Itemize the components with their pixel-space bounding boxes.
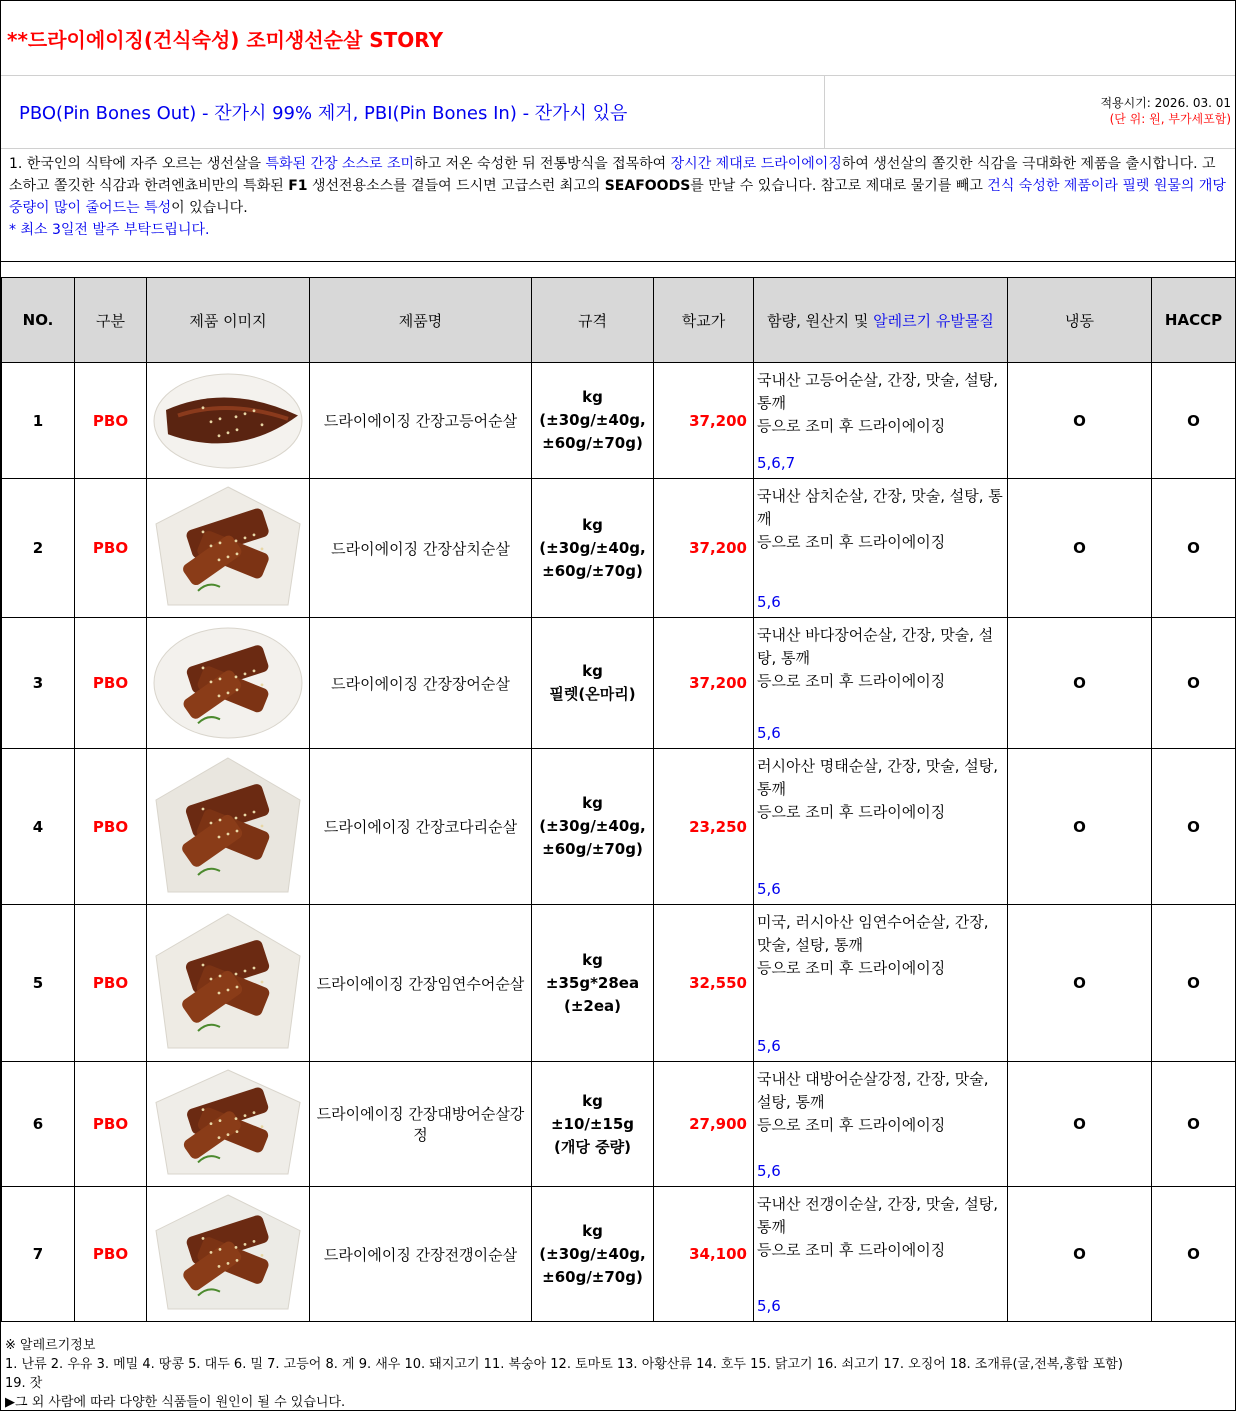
header-desc-a: 함량, 원산지 및 bbox=[767, 311, 874, 330]
header-haccp: HACCP bbox=[1152, 278, 1236, 363]
intro-p5: 를 만날 수 있습니다. 참고로 제대로 물기를 빼고 bbox=[690, 178, 988, 194]
intro-highlight-dryaging: 장시간 제대로 드라이에이징 bbox=[670, 156, 842, 172]
row-no: 3 bbox=[2, 618, 75, 749]
mackerel-fillet-photo bbox=[148, 366, 308, 476]
row-desc-text: 국내산 삼치순살, 간장, 맛술, 설탕, 통깨 등으로 조미 후 드라이에이징 bbox=[757, 487, 1003, 551]
allergy-heading: ※ 알레르기정보 bbox=[5, 1338, 96, 1353]
row-frozen: O bbox=[1008, 363, 1152, 479]
row-price: 32,550 bbox=[654, 905, 754, 1062]
spec-line: (±30g/±40g, bbox=[539, 817, 646, 835]
row-price: 23,250 bbox=[654, 749, 754, 905]
row-image bbox=[147, 1062, 310, 1187]
header-name: 제품명 bbox=[310, 278, 532, 363]
row-name: 드라이에이징 간장삼치순살 bbox=[310, 479, 532, 618]
row-desc bbox=[754, 1187, 1008, 1322]
row-allergens: 5,6 bbox=[757, 593, 781, 611]
row-price: 37,200 bbox=[654, 479, 754, 618]
spec-line: 필렛(온마리) bbox=[549, 685, 636, 703]
table-row bbox=[2, 749, 1236, 905]
row-name: 드라이에이징 간장임연수어순살 bbox=[310, 905, 532, 1062]
row-spec bbox=[532, 618, 654, 749]
row-gubun: PBO bbox=[75, 905, 147, 1062]
row-name: 드라이에이징 간장코다리순살 bbox=[310, 749, 532, 905]
spec-line: kg bbox=[582, 794, 603, 812]
spec-line: (±30g/±40g, bbox=[539, 538, 646, 557]
row-gubun: PBO bbox=[75, 618, 147, 749]
spec-line: kg bbox=[582, 1221, 603, 1240]
row-price: 37,200 bbox=[654, 363, 754, 479]
table-row bbox=[2, 363, 1236, 479]
horse-mackerel-photo bbox=[148, 1189, 308, 1319]
header-no: NO. bbox=[2, 278, 75, 363]
header-desc-b: 알레르기 유발물질 bbox=[873, 311, 994, 330]
spec-line: kg bbox=[582, 388, 603, 406]
header-image: 제품 이미지 bbox=[147, 278, 310, 363]
row-allergens: 5,6 bbox=[757, 1037, 781, 1055]
intro-highlight-weight: 건식 숙성한 제품이라 필렛 원물의 개당 중량이 많이 줄어드는 특성 bbox=[9, 178, 1226, 216]
row-no: 4 bbox=[2, 749, 75, 905]
row-image bbox=[147, 618, 310, 749]
row-spec bbox=[532, 479, 654, 618]
row-spec bbox=[532, 749, 654, 905]
intro-p6: 이 있습니다. bbox=[171, 200, 248, 216]
row-haccp: O bbox=[1152, 479, 1236, 618]
row-no: 5 bbox=[2, 905, 75, 1062]
row-no: 7 bbox=[2, 1187, 75, 1322]
row-gubun: PBO bbox=[75, 479, 147, 618]
row-name: 드라이에이징 간장고등어순살 bbox=[310, 363, 532, 479]
intro-p3: 하여 생선살의 쫄깃한 식감을 극대화한 제품을 출시합니다. 고소하고 쫄깃한 식감과 한려엔쵸비만의 특화된 bbox=[9, 156, 1216, 194]
table-row bbox=[2, 479, 1236, 618]
row-frozen: O bbox=[1008, 479, 1152, 618]
allergy-note: ▶그 외 사람에 따라 다양한 식품들이 원인이 될 수 있습니다. bbox=[5, 1395, 346, 1410]
row-image bbox=[147, 363, 310, 479]
row-price: 27,900 bbox=[654, 1062, 754, 1187]
row-spec bbox=[532, 1187, 654, 1322]
row-haccp: O bbox=[1152, 1187, 1236, 1322]
row-image bbox=[147, 749, 310, 905]
row-gubun: PBO bbox=[75, 749, 147, 905]
spec-line: (±30g/±40g, bbox=[539, 1244, 646, 1263]
row-desc bbox=[754, 1062, 1008, 1187]
header-desc bbox=[754, 278, 1008, 363]
row-gubun: PBO bbox=[75, 363, 147, 479]
pollack-fillet-photo bbox=[148, 752, 308, 902]
unit-note: (단 위: 원, 부가세포함) bbox=[1109, 112, 1231, 126]
date-unit-box bbox=[825, 76, 1235, 148]
table-row bbox=[2, 1062, 1236, 1187]
row-gubun: PBO bbox=[75, 1062, 147, 1187]
row-allergens: 5,6 bbox=[757, 880, 781, 898]
subtitle-row bbox=[1, 76, 1235, 149]
spec-line: (±30g/±40g, bbox=[539, 411, 646, 429]
yellowtail-bites-photo bbox=[148, 1064, 308, 1184]
row-gubun: PBO bbox=[75, 1187, 147, 1322]
row-no: 2 bbox=[2, 479, 75, 618]
intro-seafoods: SEAFOODS bbox=[604, 178, 691, 194]
row-desc bbox=[754, 479, 1008, 618]
row-desc-text: 미국, 러시아산 임연수어순살, 간장, 맛술, 설탕, 통깨 등으로 조미 후 드라이에이징 bbox=[757, 913, 989, 977]
row-desc bbox=[754, 905, 1008, 1062]
row-haccp: O bbox=[1152, 618, 1236, 749]
row-spec bbox=[532, 905, 654, 1062]
row-image bbox=[147, 905, 310, 1062]
eel-fillet-photo bbox=[148, 620, 308, 746]
spec-line: kg bbox=[582, 1091, 603, 1110]
spec-line: ±60g/±70g) bbox=[542, 434, 643, 452]
allergy-list: 1. 난류 2. 우유 3. 메밀 4. 땅콩 5. 대두 6. 밀 7. 고등어 8. 게 9. 새우 10. 돼지고기 11. 복숭아 12. 토마토 13. 아황산류 14. 호두 15. 닭고기 16. 쇠고기 17. 오징어 18. 조개류(굴,전복,홍합 포함) bbox=[5, 1357, 1123, 1372]
row-frozen: O bbox=[1008, 749, 1152, 905]
row-name: 드라이에이징 간장장어순살 bbox=[310, 618, 532, 749]
row-desc-text: 국내산 고등어순살, 간장, 맛술, 설탕, 통깨 등으로 조미 후 드라이에이징 bbox=[757, 371, 999, 435]
spec-line: kg bbox=[582, 515, 603, 534]
row-frozen: O bbox=[1008, 618, 1152, 749]
intro-text bbox=[1, 149, 1235, 262]
row-desc-text: 국내산 대방어순살강정, 간장, 맛술, 설탕, 통깨 등으로 조미 후 드라이에이징 bbox=[757, 1070, 989, 1134]
row-frozen: O bbox=[1008, 905, 1152, 1062]
intro-p2: 하고 저온 숙성한 뒤 전통방식을 접목하여 bbox=[414, 156, 671, 172]
order-note: * 최소 3일전 발주 부탁드립니다. bbox=[9, 222, 210, 238]
row-image bbox=[147, 479, 310, 618]
table-row bbox=[2, 618, 1236, 749]
spec-line: ±35g*28ea bbox=[545, 973, 640, 992]
row-desc bbox=[754, 618, 1008, 749]
header-price: 학교가 bbox=[654, 278, 754, 363]
spanish-mackerel-photo bbox=[148, 481, 308, 615]
table-row bbox=[2, 1187, 1236, 1322]
row-price: 37,200 bbox=[654, 618, 754, 749]
row-allergens: 5,6,7 bbox=[757, 454, 796, 472]
spec-line: ±60g/±70g) bbox=[542, 1267, 643, 1286]
spec-line: (±2ea) bbox=[563, 996, 621, 1015]
spec-line: ±60g/±70g) bbox=[542, 840, 643, 858]
row-image bbox=[147, 1187, 310, 1322]
spec-line: ±60g/±70g) bbox=[542, 561, 643, 580]
header-frozen: 냉동 bbox=[1008, 278, 1152, 363]
spec-line: ±10/±15g bbox=[550, 1114, 635, 1133]
row-desc bbox=[754, 363, 1008, 479]
header-spec: 규격 bbox=[532, 278, 654, 363]
atka-mackerel-photo bbox=[148, 908, 308, 1058]
intro-p1: 1. 한국인의 식탁에 자주 오르는 생선살을 bbox=[9, 156, 266, 172]
row-haccp: O bbox=[1152, 1062, 1236, 1187]
spec-line: (개당 중량) bbox=[554, 1137, 631, 1156]
allergy-info bbox=[1, 1322, 1235, 1412]
row-allergens: 5,6 bbox=[757, 1297, 781, 1315]
pbo-pbi-definition: PBO(Pin Bones Out) - 잔가시 99% 제거, PBI(Pin Bones In) - 잔가시 있음 bbox=[1, 76, 825, 148]
intro-f1: F1 bbox=[288, 178, 308, 194]
intro-p4: 생선전용소스를 곁들여 드시면 고급스런 최고의 bbox=[307, 178, 605, 194]
row-haccp: O bbox=[1152, 905, 1236, 1062]
row-desc-text: 국내산 바다장어순살, 간장, 맛술, 설탕, 통깨 등으로 조미 후 드라이에이징 bbox=[757, 626, 994, 690]
row-spec bbox=[532, 363, 654, 479]
row-no: 1 bbox=[2, 363, 75, 479]
spec-line: kg bbox=[582, 950, 603, 969]
row-no: 6 bbox=[2, 1062, 75, 1187]
row-allergens: 5,6 bbox=[757, 724, 781, 742]
header-gubun: 구분 bbox=[75, 278, 147, 363]
intro-highlight-sauce: 특화된 간장 소스로 조미 bbox=[265, 156, 415, 172]
row-price: 34,100 bbox=[654, 1187, 754, 1322]
row-name: 드라이에이징 간장대방어순살강정 bbox=[310, 1062, 532, 1187]
row-desc-text: 국내산 전갱이순살, 간장, 맛술, 설탕, 통깨 등으로 조미 후 드라이에이징 bbox=[757, 1195, 999, 1259]
table-header-row bbox=[2, 278, 1236, 363]
table-row bbox=[2, 905, 1236, 1062]
row-frozen: O bbox=[1008, 1062, 1152, 1187]
page-title: **드라이에이징(건식숙성) 조미생선순살 STORY bbox=[1, 1, 1235, 76]
allergy-list-2: 19. 잣 bbox=[5, 1376, 43, 1391]
row-desc bbox=[754, 749, 1008, 905]
row-haccp: O bbox=[1152, 749, 1236, 905]
row-name: 드라이에이징 간장전갱이순살 bbox=[310, 1187, 532, 1322]
row-spec bbox=[532, 1062, 654, 1187]
spec-line: kg bbox=[582, 662, 603, 680]
row-haccp: O bbox=[1152, 363, 1236, 479]
row-desc-text: 러시아산 명태순살, 간장, 맛술, 설탕, 통깨 등으로 조미 후 드라이에이징 bbox=[757, 757, 999, 821]
row-frozen: O bbox=[1008, 1187, 1152, 1322]
product-table bbox=[1, 277, 1236, 1322]
effective-date: 적용시기: 2026. 03. 01 bbox=[1100, 96, 1231, 110]
row-allergens: 5,6 bbox=[757, 1162, 781, 1180]
